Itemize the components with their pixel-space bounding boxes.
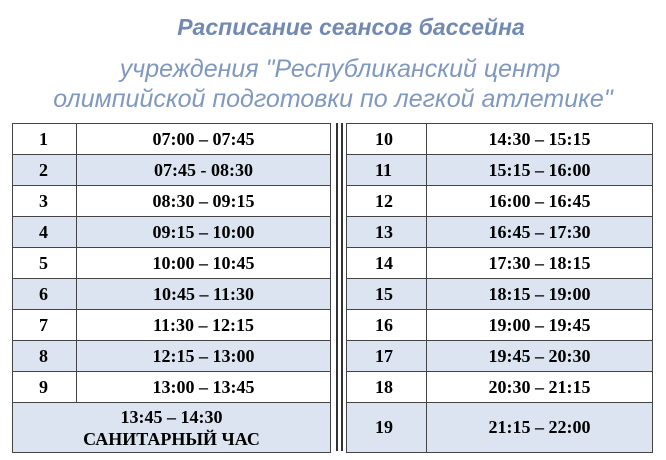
session-number: 12 — [347, 186, 427, 217]
session-time: 16:45 – 17:30 — [427, 217, 653, 248]
table-row — [347, 124, 653, 155]
session-number: 16 — [347, 310, 427, 341]
session-time: 16:00 – 16:45 — [427, 186, 653, 217]
table-row — [13, 217, 331, 248]
column-divider — [341, 123, 343, 451]
session-number: 19 — [347, 403, 427, 453]
schedule-table-right — [346, 123, 653, 453]
table-row — [13, 279, 331, 310]
table-row — [13, 186, 331, 217]
session-time: 08:30 – 09:15 — [77, 186, 331, 217]
session-time: 15:15 – 16:00 — [427, 155, 653, 186]
session-number: 10 — [347, 124, 427, 155]
table-row — [347, 372, 653, 403]
session-number: 18 — [347, 372, 427, 403]
session-number: 9 — [13, 372, 77, 403]
session-number: 4 — [13, 217, 77, 248]
session-time: 09:15 – 10:00 — [77, 217, 331, 248]
subtitle-line-2: олимпийской подготовки по легкой атлетике" — [53, 85, 613, 113]
table-row — [347, 310, 653, 341]
session-time: 12:15 – 13:00 — [77, 341, 331, 372]
session-time: 19:45 – 20:30 — [427, 341, 653, 372]
sanitary-label: САНИТАРНЫЙ ЧАС — [83, 428, 260, 449]
table-row — [13, 403, 331, 453]
session-number: 3 — [13, 186, 77, 217]
session-time: 19:00 – 19:45 — [427, 310, 653, 341]
table-row — [347, 155, 653, 186]
table-row — [13, 248, 331, 279]
table-row — [13, 310, 331, 341]
session-number: 15 — [347, 279, 427, 310]
page-title: Расписание сеансов бассейна — [177, 14, 525, 40]
session-number: 1 — [13, 124, 77, 155]
table-row — [13, 124, 331, 155]
session-number: 2 — [13, 155, 77, 186]
table-row — [13, 372, 331, 403]
session-number: 5 — [13, 248, 77, 279]
table-row — [347, 248, 653, 279]
table-row — [347, 403, 653, 453]
session-time: 17:30 – 18:15 — [427, 248, 653, 279]
session-number: 6 — [13, 279, 77, 310]
session-time: 13:00 – 13:45 — [77, 372, 331, 403]
table-row — [347, 186, 653, 217]
table-row — [347, 341, 653, 372]
session-time: 07:45 - 08:30 — [77, 155, 331, 186]
session-time: 10:45 – 11:30 — [77, 279, 331, 310]
session-number: 14 — [347, 248, 427, 279]
column-divider — [336, 123, 338, 451]
session-time: 10:00 – 10:45 — [77, 248, 331, 279]
sanitary-hour-cell — [13, 403, 331, 453]
subtitle-line-1: учреждения "Республиканский центр — [119, 55, 561, 83]
table-row — [347, 217, 653, 248]
session-number: 11 — [347, 155, 427, 186]
session-time: 11:30 – 12:15 — [77, 310, 331, 341]
session-time: 18:15 – 19:00 — [427, 279, 653, 310]
session-number: 13 — [347, 217, 427, 248]
table-row — [13, 155, 331, 186]
session-number: 17 — [347, 341, 427, 372]
schedule-table-left — [12, 123, 331, 453]
sanitary-time: 13:45 – 14:30 — [120, 406, 223, 427]
session-time: 14:30 – 15:15 — [427, 124, 653, 155]
session-number: 7 — [13, 310, 77, 341]
session-time: 21:15 – 22:00 — [427, 403, 653, 453]
table-row — [13, 341, 331, 372]
session-time: 07:00 – 07:45 — [77, 124, 331, 155]
table-row — [347, 279, 653, 310]
session-time: 20:30 – 21:15 — [427, 372, 653, 403]
session-number: 8 — [13, 341, 77, 372]
